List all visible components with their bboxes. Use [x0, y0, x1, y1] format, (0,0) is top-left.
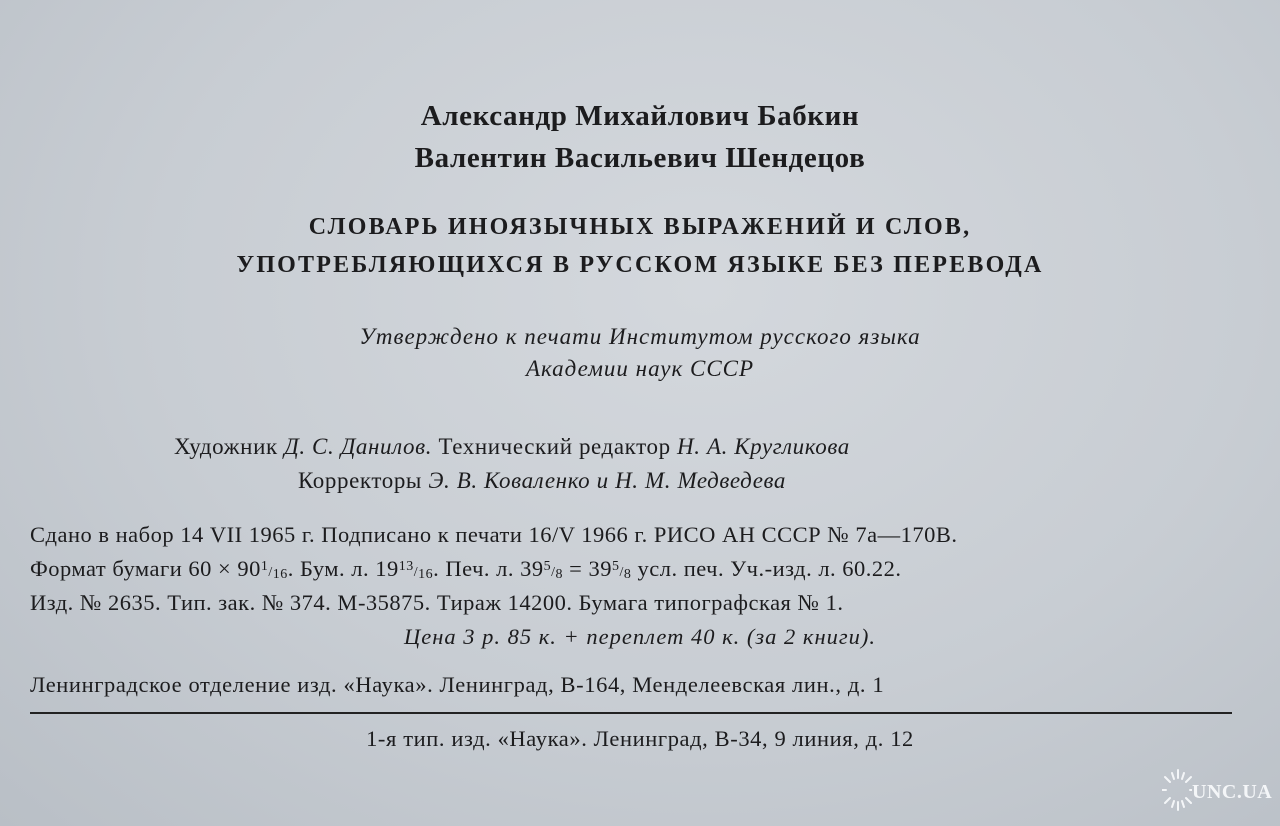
correctors-names: Э. В. Коваленко и Н. М. Медведева: [428, 468, 787, 493]
fraction-4-num: 5: [611, 559, 620, 574]
correctors-role: Корректоры: [298, 468, 422, 493]
divider-rule: [30, 712, 1232, 714]
imprint-line-1: Сдано в набор 14 VII 1965 г. Подписано к печати 16/V 1966 г. РИСО АН СССР № 7а—170В.: [30, 522, 958, 547]
publisher-line: Ленинградское отделение изд. «Наука». Ленинград, В-164, Менделеевская лин., д. 1: [30, 672, 885, 697]
fraction-4: 5/8: [611, 559, 632, 582]
fraction-4-den: 8: [623, 567, 632, 582]
author-2: Валентин Васильевич Шендецов: [414, 142, 866, 174]
fraction-3: 5/8: [543, 559, 564, 582]
fraction-1: 1/16: [260, 559, 288, 582]
printer-line: 1-я тип. изд. «Наука». Ленинград, В-34, 9 линия, д. 12: [366, 726, 914, 751]
imprint-paper-sheets: . Бум. л. 19: [287, 556, 399, 581]
sunburst-icon: [1162, 762, 1192, 818]
approval-line-1: Утверждено к печати Институтом русского языка: [359, 324, 921, 349]
imprint-equals: = 39: [563, 556, 612, 581]
fraction-1-den: 16: [272, 567, 288, 582]
credits-artist-editor: [174, 434, 850, 460]
editor-name: Н. А. Кругликова: [677, 434, 850, 459]
artist-name: Д. С. Данилов.: [284, 434, 433, 459]
imprint-line-2: [30, 556, 902, 582]
watermark-text: UNC.UA: [1192, 781, 1273, 803]
book-title-line-2: УПОТРЕБЛЯЮЩИХСЯ В РУССКОМ ЯЗЫКЕ БЕЗ ПЕРЕВОДА: [236, 252, 1044, 278]
fraction-2: 13/16: [398, 559, 434, 582]
imprint-print-sheets: . Печ. л. 39: [433, 556, 544, 581]
price-line: Цена 3 р. 85 к. + переплет 40 к. (за 2 книги).: [403, 624, 877, 649]
book-title-line-1: СЛОВАРЬ ИНОЯЗЫЧНЫХ ВЫРАЖЕНИЙ И СЛОВ,: [308, 214, 972, 240]
credits-correctors: [298, 468, 786, 494]
imprint-conventional-sheets: усл. печ. Уч.-изд. л. 60.22.: [631, 556, 902, 581]
fraction-2-den: 16: [418, 567, 434, 582]
fraction-3-num: 5: [543, 559, 552, 574]
fraction-2-num: 13: [398, 559, 414, 574]
editor-role: Технический редактор: [438, 434, 671, 459]
author-1: Александр Михайлович Бабкин: [420, 100, 860, 132]
imprint-line-3: Изд. № 2635. Тип. зак. № 374. М-35875. Тираж 14200. Бумага типографская № 1.: [30, 590, 844, 615]
fraction-1-num: 1: [260, 559, 269, 574]
approval-line-2: Академии наук СССР: [525, 356, 755, 381]
imprint-format: Формат бумаги 60 × 90: [30, 556, 261, 581]
artist-role: Художник: [174, 434, 278, 459]
fraction-3-den: 8: [555, 567, 564, 582]
watermark-logo: [1162, 762, 1274, 818]
